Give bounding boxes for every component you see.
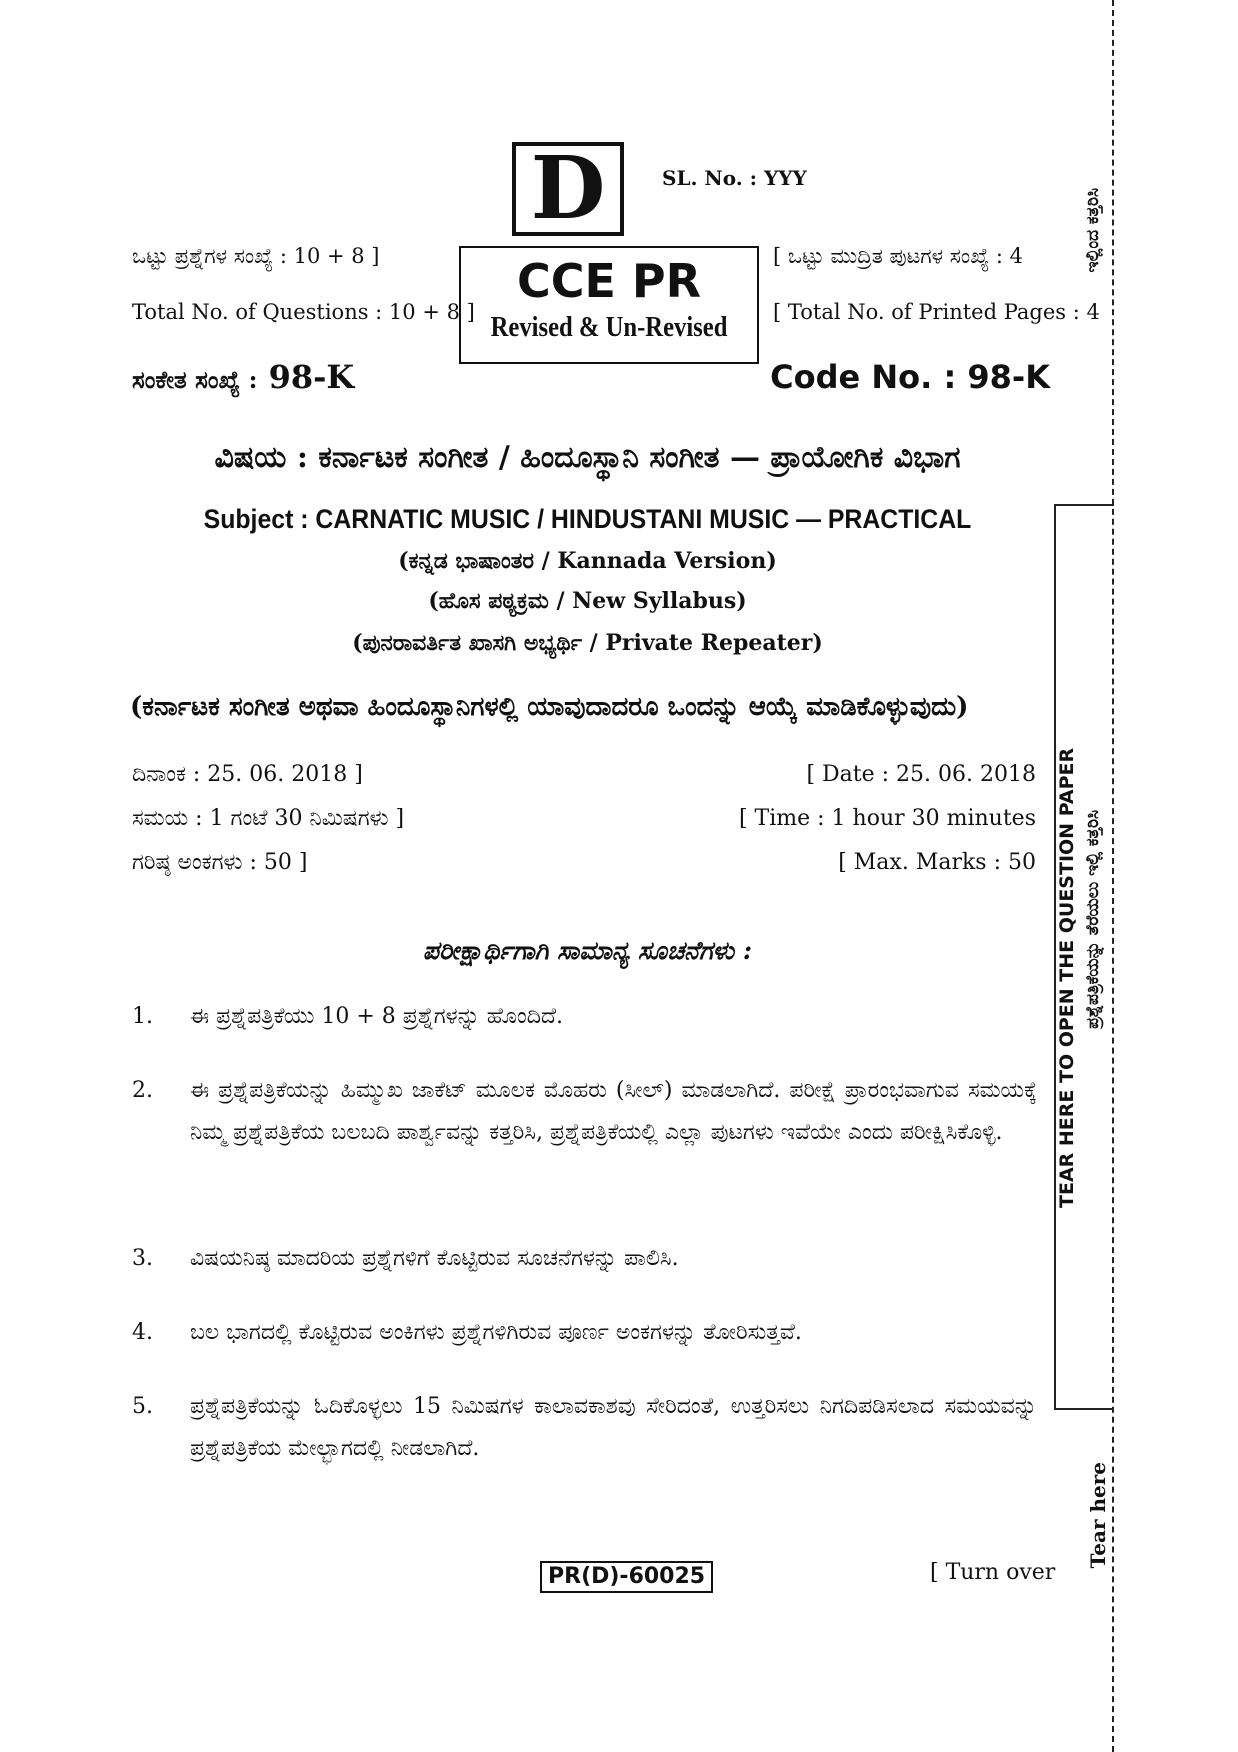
instruction-text: ಬಲ ಭಾಗದಲ್ಲಿ ಕೊಟ್ಟಿರುವ ಅಂಕಿಗಳು ಪ್ರಶ್ನೆಗಳಿಗಿರುವ ಪೂರ್ಣ ಅಂಕಗಳನ್ನು ತೋರಿಸುತ್ತವೆ. — [190, 1320, 802, 1345]
kn-total-questions: ಒಟ್ಟು ಪ್ರಶ್ನೆಗಳ ಸಂಖ್ಯೆ : 10 + 8 ] — [132, 244, 380, 268]
instruction-item — [132, 1070, 1037, 1154]
paper-code-box: PR(D)-60025 — [540, 1561, 713, 1593]
instruction-number: 5. — [132, 1394, 153, 1419]
kn-code-value: 98-K — [268, 358, 355, 396]
serial-number: SL. No. : YYY — [662, 166, 807, 190]
instruction-number: 4. — [132, 1320, 153, 1345]
cce-title: CCE PR — [516, 254, 702, 308]
en-max-marks: [ Max. Marks : 50 — [838, 850, 1036, 875]
instruction-text: ಈ ಪ್ರಶ್ನೆಪತ್ರಿಕೆಯು 10 + 8 ಪ್ರಶ್ನೆಗಳನ್ನು ಹೊಂದಿದೆ. — [190, 1004, 564, 1029]
turn-over-note: [ Turn over — [930, 1560, 1056, 1585]
choice-note: (ಕರ್ನಾಟಕ ಸಂಗೀತ ಅಥವಾ ಹಿಂದೂಸ್ಥಾನಿಗಳಲ್ಲಿ ಯಾವುದಾದರೂ ಒಂದನ್ನು ಆಯ್ಕೆ ಮಾಡಿಕೊಳ್ಳುವುದು) — [130, 692, 969, 722]
instructions-heading: ಪರೀಕ್ಷಾರ್ಥಿಗಾಗಿ ಸಾಮಾನ್ಯ ಸೂಚನೆಗಳು : — [422, 936, 753, 965]
instruction-number: 3. — [132, 1246, 153, 1271]
tear-instruction-kannada: ಪ್ರಶ್ನೆಪತ್ರಿಕೆಯನ್ನು ತೆರೆಯಲು ಇಲ್ಲಿ ಕತ್ತರಿಸಿ — [1083, 810, 1103, 1029]
instruction-item — [132, 996, 1037, 1038]
candidate-line: (ಪುನರಾವರ್ತಿತ ಖಾಸಗಿ ಅಭ್ಯರ್ಥಿ / Private Repeater) — [352, 630, 823, 656]
tear-here-label: Tear here — [1086, 1462, 1110, 1569]
instruction-item — [132, 1386, 1037, 1470]
tear-cut-here-kannada: ಇಲ್ಲಿಂದ ಕತ್ತರಿಸಿ — [1083, 188, 1103, 273]
kn-code-number — [132, 358, 354, 396]
kn-date: ದಿನಾಂಕ : 25. 06. 2018 ] — [132, 762, 363, 787]
en-total-pages: [ Total No. of Printed Pages : 4 — [773, 300, 1100, 324]
instruction-text: ವಿಷಯನಿಷ್ಠ ಮಾದರಿಯ ಪ್ರಶ್ನೆಗಳಿಗೆ ಕೊಟ್ಟಿರುವ ಸೂಚನೆಗಳನ್ನು ಪಾಲಿಸಿ. — [190, 1246, 679, 1271]
cce-subtitle: Revised & Un-Revised — [490, 312, 728, 343]
kn-time: ಸಮಯ : 1 ಗಂಟೆ 30 ನಿಮಿಷಗಳು ] — [132, 806, 405, 831]
en-time: [ Time : 1 hour 30 minutes — [738, 806, 1036, 831]
subject-kannada: ವಿಷಯ : ಕರ್ನಾಟಕ ಸಂಗೀತ / ಹಿಂದೂಸ್ಥಾನಿ ಸಂಗೀತ — ಪ್ರಾಯೋಗಿಕ ವಿಭಾಗ — [214, 440, 961, 475]
syllabus-line: (ಹೊಸ ಪಠ್ಯಕ್ರಮ / New Syllabus) — [428, 588, 747, 614]
instruction-item — [132, 1312, 1037, 1354]
paper-set-letter: D — [512, 142, 624, 236]
kn-max-marks: ಗರಿಷ್ಠ ಅಂಕಗಳು : 50 ] — [132, 850, 308, 875]
tear-instruction-english: TEAR HERE TO OPEN THE QUESTION PAPER — [1056, 747, 1078, 1209]
instruction-text: ಪ್ರಶ್ನೆಪತ್ರಿಕೆಯನ್ನು ಓದಿಕೊಳ್ಳಲು 15 ನಿಮಿಷಗಳ ಕಾಲಾವಕಾಶವು ಸೇರಿದಂತೆ, ಉತ್ತರಿಸಲು ನಿಗದಿಪಡಿಸಲಾದ ಸಮಯವನ್ನು ಪ್ರಶ್ನೆಪತ್ರಿಕೆಯ ಮೇಲ್ಭಾಗದಲ್ಲಿ ನೀಡಲಾಗಿದೆ. — [190, 1394, 1037, 1461]
instruction-number: 2. — [132, 1078, 153, 1103]
subject-english: Subject : CARNATIC MUSIC / HINDUSTANI MUSIC — PRACTICAL — [203, 504, 972, 534]
en-code-number: Code No. : 98-K — [770, 358, 1050, 396]
instruction-text: ಈ ಪ್ರಶ್ನೆಪತ್ರಿಕೆಯನ್ನು ಹಿಮ್ಮುಖ ಜಾಕೆಟ್ ಮೂಲಕ ಮೊಹರು (ಸೀಲ್) ಮಾಡಲಾಗಿದೆ. ಪರೀಕ್ಷೆ ಪ್ರಾರಂಭವಾಗುವ ಸಮಯಕ್ಕೆ ನಿಮ್ಮ ಪ್ರಶ್ನೆಪತ್ರಿಕೆಯ ಬಲಬದಿ ಪಾರ್ಶ್ವವನ್ನು ಕತ್ತರಿಸಿ, ಪ್ರಶ್ನೆಪತ್ರಿಕೆಯಲ್ಲಿ ಎಲ್ಲಾ ಪುಟಗಳು ಇವೆಯೇ ಎಂದು ಪರೀಕ್ಷಿಸಿಕೊಳ್ಳಿ. — [190, 1078, 1037, 1145]
kn-code-label: ಸಂಕೇತ ಸಂಖ್ಯೆ : — [132, 365, 258, 394]
en-total-questions: Total No. of Questions : 10 + 8 ] — [132, 300, 475, 324]
instruction-item — [132, 1238, 1037, 1280]
instruction-number: 1. — [132, 1004, 153, 1029]
version-line: (ಕನ್ನಡ ಭಾಷಾಂತರ / Kannada Version) — [398, 548, 777, 574]
en-date: [ Date : 25. 06. 2018 — [806, 762, 1036, 787]
cce-pr-box — [459, 246, 759, 364]
kn-total-pages: [ ಒಟ್ಟು ಮುದ್ರಿತ ಪುಟಗಳ ಸಂಖ್ಯೆ : 4 — [773, 244, 1024, 268]
